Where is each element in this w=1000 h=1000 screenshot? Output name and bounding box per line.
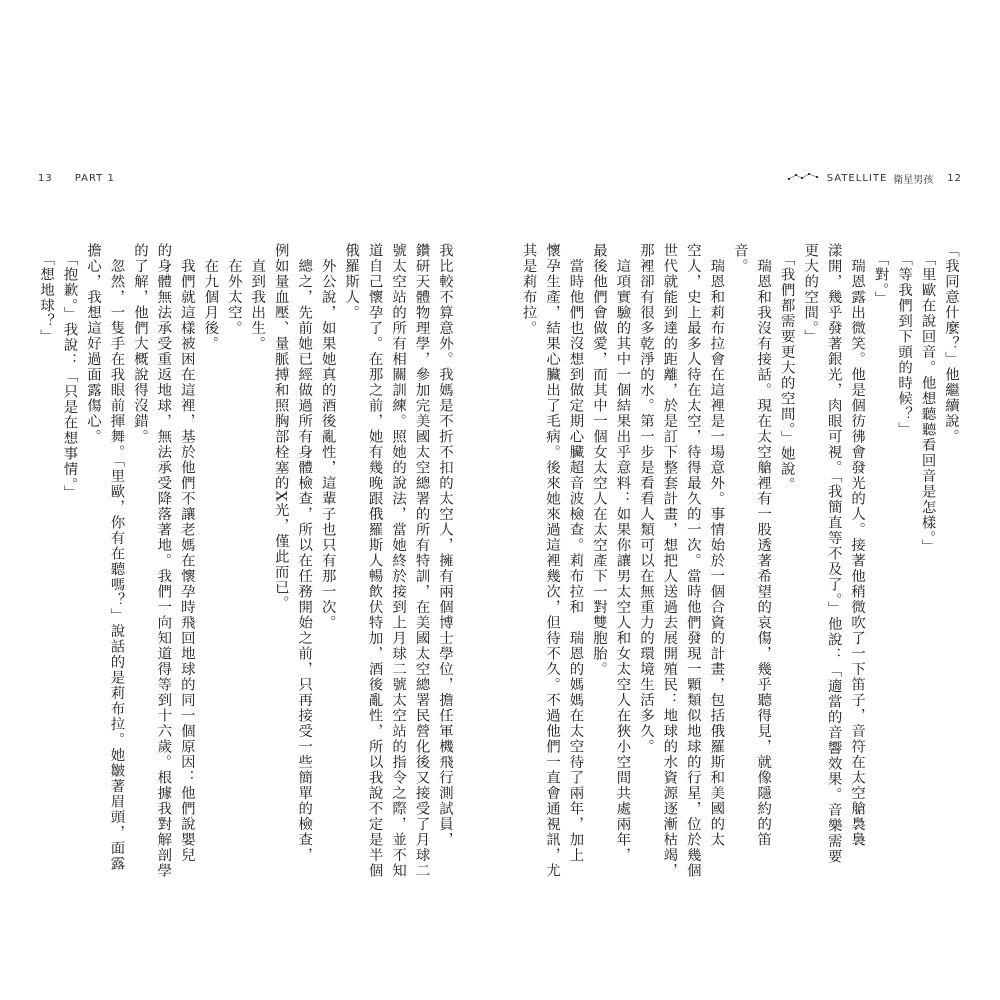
right-page-header	[787, 171, 962, 185]
left-page-text	[36, 243, 456, 879]
text-line: 當時他們也沒想到做定期心臟超音波檢查。莉布拉和 瑞恩的媽媽在太空待了兩年，加上	[567, 243, 584, 863]
text-line: 那裡卻有很多乾淨的水。第一步是看看人類可以在無重力的環境生活多久。	[637, 243, 654, 755]
left-page-number: 13	[38, 172, 53, 184]
text-line: 直到我出生。	[249, 243, 266, 352]
text-line: 鑽研天體物理學，參加完美國太空總署的所有特訓，在美國太空總署民營化後又接受了月球二	[413, 243, 430, 879]
text-line: 瑞恩和莉布拉會在這裡是一場意外。事情始於一個合資的計畫，包括俄羅斯和美國的太	[708, 243, 725, 848]
text-line: 在外太空。	[225, 243, 242, 336]
text-line: 我比較不算意外。我媽是不折不扣的太空人，擁有兩個博士學位，擔任軍機飛行測試員，	[437, 243, 453, 848]
text-line: 「對。」	[872, 243, 889, 307]
right-page-number: 12	[947, 172, 962, 184]
text-line: 音。	[731, 243, 748, 274]
text-line: 「想地球？」	[38, 243, 55, 345]
text-line: 在九個月後。	[202, 243, 219, 352]
text-line: 的身體無法承受重返地球，無法承受降落著地。我們一向知道得等到十六歲。根據我對解剖學	[155, 243, 172, 879]
text-line: 「抱歉。」我說：「只是在想事情。」	[61, 243, 78, 501]
text-line: 其是莉布拉。	[520, 243, 537, 336]
text-line: 總之，先前她已經做過所有身體檢查，所以在任務開始之前，只再接受一些簡單的檢查，	[296, 243, 313, 863]
text-line: 最後他們會做愛，而其中一個女太空人在太空產下一對雙胞胎。	[590, 243, 607, 677]
text-line: 這項實驗的其中一個結果出乎意料：如果你讓男太空人和女太空人在狹小空間共處兩年，	[614, 243, 631, 863]
text-line: 「等我們到下頭的時候？」	[896, 243, 913, 438]
text-line: 例如量血壓、量脈搏和照胸部栓塞的X光，僅此而已。	[272, 243, 289, 611]
text-line: 「里歐在說回音。他想聽聽看回音是怎樣。」	[919, 243, 936, 555]
text-line: 瑞恩露出微笑。他是個彷彿會發光的人。接著他稍微吹了一下笛子，音符在太空艙裊裊	[849, 243, 866, 848]
constellation-icon	[787, 171, 821, 186]
right-page-text	[520, 243, 962, 879]
text-line: 懷孕生產，結果心臟出了毛病。後來她來過這裡幾次，但待不久。不過他們一直會通視訊，尤	[544, 243, 561, 879]
text-line: 忽然，一隻手在我眼前揮舞。「里歐，你有在聽嗎？」說話的是莉布拉。她皺著眉頭，面露	[108, 243, 125, 872]
text-line: 漾開，幾乎發著銀光，肉眼可視。「我簡直等不及了。」他說：「適當的音響效果。音樂需要	[825, 243, 842, 865]
text-line: 道自己懷孕了。在那之前，她有幾晚跟俄羅斯人暢飲伏特加，酒後亂性，所以我說不定是半個	[366, 243, 383, 879]
text-line: 外公說，如果她真的酒後亂性，這輩子也只有那一次。	[319, 243, 336, 631]
text-line: 擔心，我想這好過面露傷心。	[84, 243, 101, 445]
text-line: 瑞恩和我沒有接話。現在太空艙裡有一股透著希望的哀傷，幾乎聽得見，就像隱約的笛	[755, 243, 772, 848]
text-line: 號太空站的所有相關訓練。照她的說法，當她終於接到上月球二號太空站的指令之際，並不知	[390, 243, 407, 879]
text-line: 我們就這樣被困在這裡，基於他們不讓老媽在懷孕時飛回地球的同一個原因：他們說嬰兒	[178, 243, 195, 863]
text-line: 更大的空間。」	[802, 243, 819, 345]
text-line: 「我們都需要更大的空間。」她說。	[778, 243, 795, 493]
left-running-head: PART 1	[74, 172, 115, 184]
text-line: 空人，史上最多人待在太空，待得最久的一次。當時他們發現一顆類似地球的行星，位於幾個	[684, 243, 701, 879]
left-page-header	[38, 171, 115, 185]
text-line: 俄羅斯人。	[343, 243, 360, 321]
right-running-head-cjk: 衛星男孩	[893, 174, 934, 186]
text-line: 世代就能到達的距離，於是訂下整套計畫，想把人送過去展開殖民：地球的水資源逐漸枯竭，	[661, 243, 678, 879]
right-running-head-en: SATELLITE	[826, 172, 888, 184]
text-line: 「我同意什麼？」他繼續說。	[943, 243, 959, 445]
text-line: 的了解，他們大概說得沒錯。	[131, 243, 148, 445]
